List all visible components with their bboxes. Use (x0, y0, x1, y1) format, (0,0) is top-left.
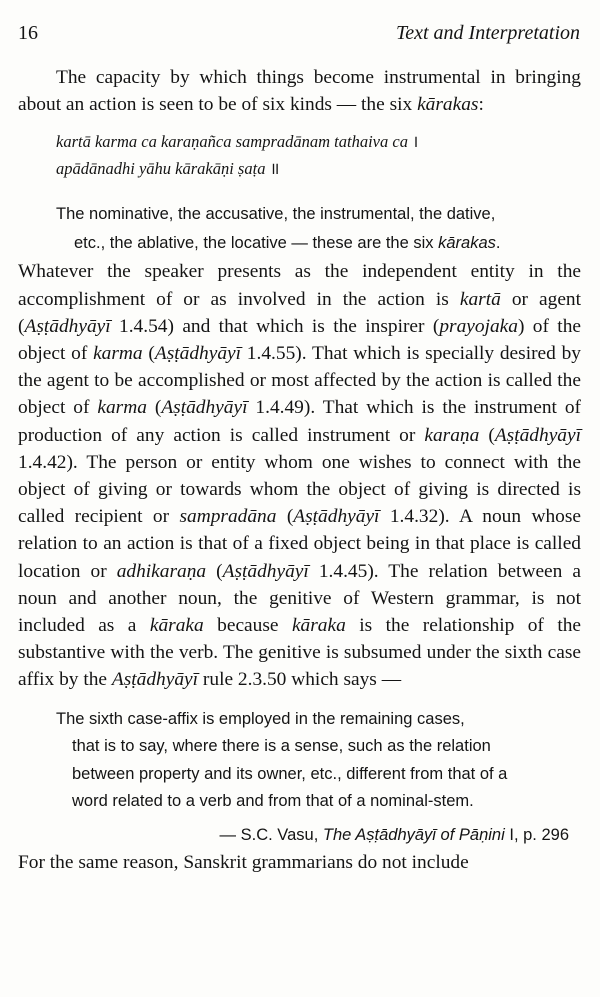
main-paragraph: Whatever the speaker presents as the independent entity in the accomplishment of or as involved in the action is kartā or agent (Aṣṭādhyāyī 1.4.54) and that which is the inspirer (prayojaka) of the object of karma (Aṣṭādhyāyī 1.4.55). That which is specially desired by the agent to be accomplished or most affected by the action is called the object of karma (Aṣṭādhyāyī 1.4.49). That which is the instrument of production of any action is called instrument or karaṇa (Aṣṭādhyāyī 1.4.42). The person or entity whom one wishes to connect with the object of giving or towards whom the object of giving is directed is called recipient or sampradāna (Aṣṭādhyāyī 1.4.32). A noun whose relation to an action is that of a fixed object being in that place is called location or adhikaraṇa (Aṣṭādhyāyī 1.4.45). The relation between a noun and another noun, the genitive of Western grammar, is not included as a kāraka because kāraka is the relationship of the substantive with the verb. The genitive is subsumed under the sixth case affix by the Aṣṭādhyāyī rule 2.3.50 which says — (18, 261, 582, 691)
closing-line: For the same reason, Sanskrit grammarians do not include (18, 851, 469, 873)
verse-line-2: apādānadhi yāhu kārakāṇi ṣaṭa ॥ (56, 159, 280, 179)
quote-attribution: — S.C. Vasu, The Aṣṭādhyāyī of Pāṇini I, p. 296 (219, 825, 569, 844)
verse-line-1: kartā karma ca karaṇañca sampradānam tathaiva ca । (56, 132, 419, 152)
page-number: 16 (18, 22, 38, 44)
verse-translation (56, 200, 569, 258)
quote-line-3: between property and its owner, etc., different from that of a (72, 764, 508, 783)
sanskrit-verse (56, 128, 581, 182)
translation-line-1: The nominative, the accusative, the instrumental, the dative, (56, 205, 496, 224)
quote-line-4: word related to a verb and from that of a nominal-stem. (72, 792, 474, 811)
page-header (18, 22, 580, 48)
quote-line-2: that is to say, where there is a sense, such as the relation (72, 737, 491, 756)
running-title: Text and Interpretation (395, 22, 580, 44)
quote-line-1: The sixth case-affix is employed in the remaining cases, (56, 709, 465, 728)
intro-paragraph: The capacity by which things become instrumental in bringing about an action is seen to be of six kinds — the six kārakas: (18, 67, 581, 116)
block-quote (56, 706, 569, 816)
translation-line-2: etc., the ablative, the locative — these are the six kārakas. (74, 234, 501, 253)
page-body (18, 64, 581, 876)
